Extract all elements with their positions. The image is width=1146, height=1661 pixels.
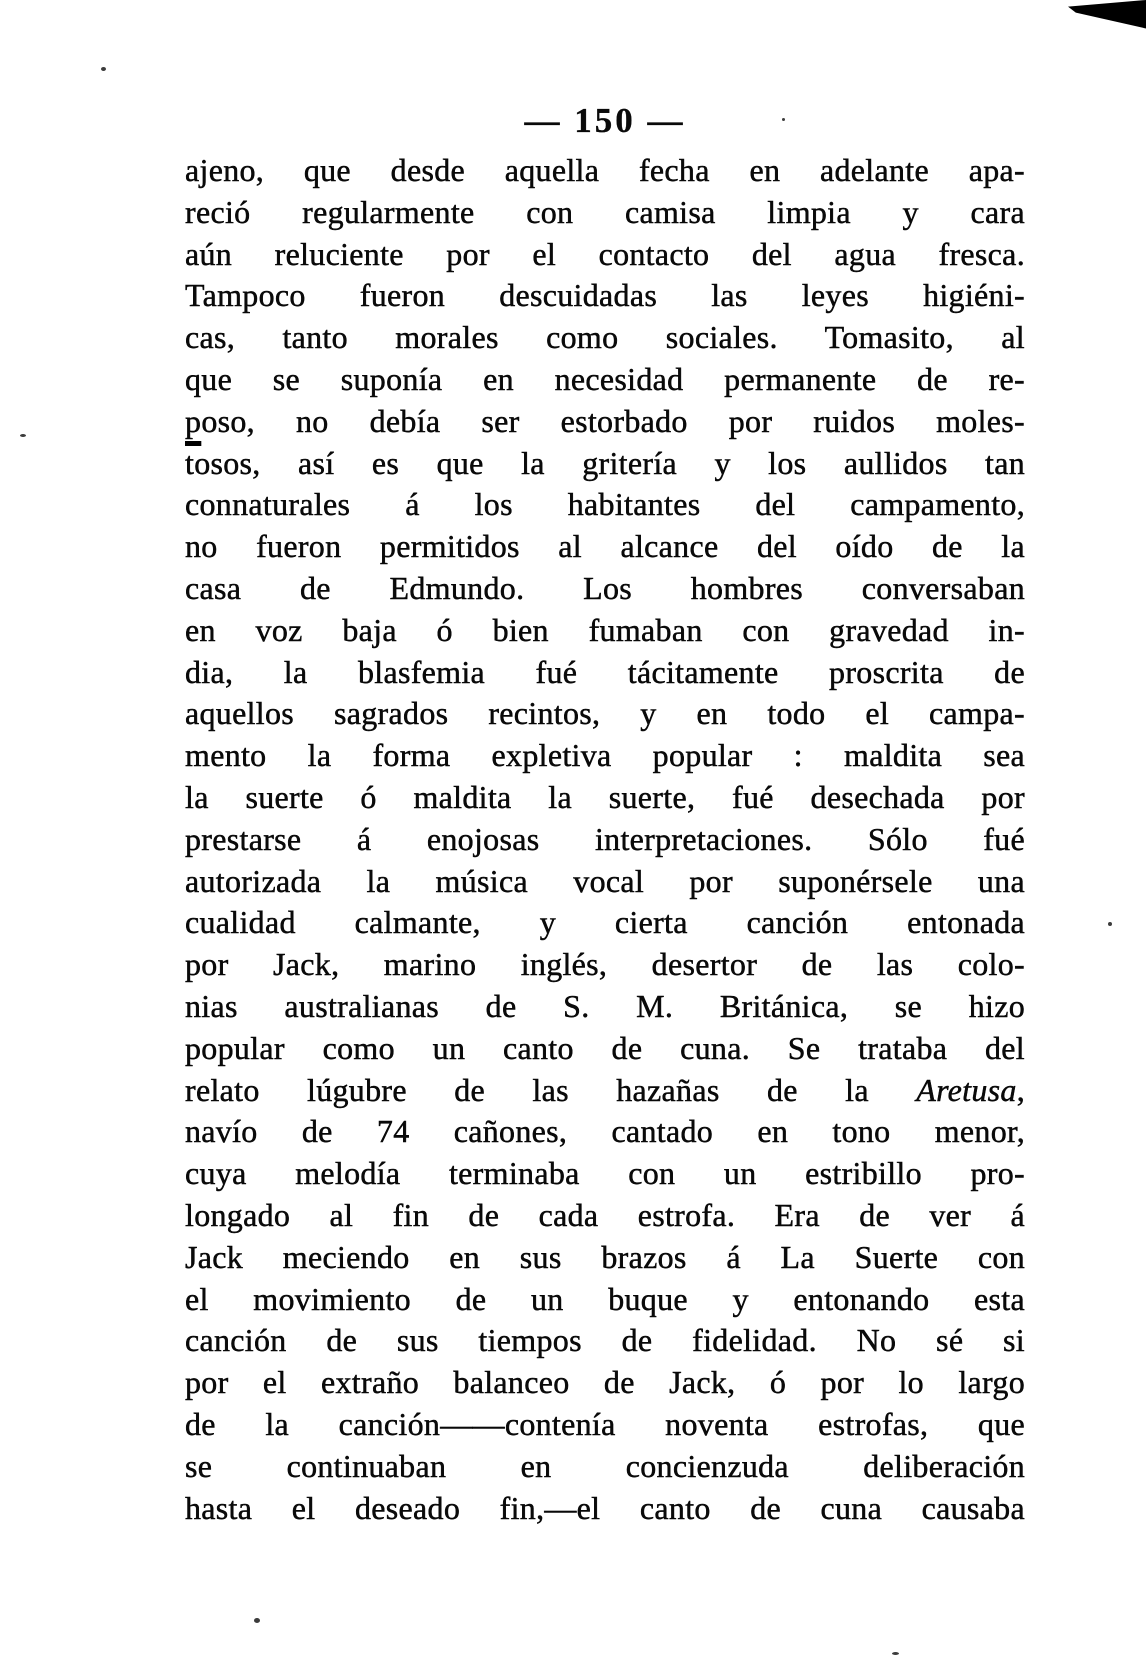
text-segment: la suerte ó maldita la suerte, fué desechada por — [185, 778, 1025, 815]
text-line-27 — [185, 1237, 1025, 1279]
text-segment: hasta el deseado fin,—el canto de cuna causaba — [185, 1489, 1025, 1526]
text-segment: aún reluciente por el contacto del agua fresca. — [185, 235, 1025, 272]
text-segment: prestarse á enojosas interpretaciones. Sólo fué — [185, 820, 1025, 857]
page-text — [185, 150, 1025, 1529]
text-line-33 — [185, 1488, 1025, 1530]
text-line-10 — [185, 526, 1025, 568]
text-line-19 — [185, 902, 1025, 944]
scan-speck — [101, 67, 106, 71]
text-segment: longado al fin de cada estrofa. Era de ver á — [185, 1196, 1025, 1233]
text-segment: el movimiento de un buque y entonando esta — [185, 1280, 1025, 1317]
text-segment: por Jack, marino inglés, desertor de las colo- — [185, 946, 1025, 983]
text-line-18 — [185, 861, 1025, 903]
text-segment: en voz baja ó bien fumaban con gravedad in- — [185, 611, 1025, 648]
text-line-9 — [185, 484, 1025, 526]
text-line-26 — [185, 1195, 1025, 1237]
scan-speck — [892, 1652, 899, 1655]
text-segment: navío de 74 cañones, cantado en tono menor, — [185, 1113, 1025, 1150]
text-segment: dia, la blasfemia fué tácitamente proscrita de — [185, 653, 1025, 690]
text-segment: casa de Edmundo. Los hombres conversaban — [185, 569, 1025, 606]
text-segment: ajeno, que desde aquella fecha en adelante apa- — [185, 152, 1025, 188]
text-segment: cualidad calmante, y cierta canción entonada — [185, 904, 1025, 941]
text-segment: Tampoco fueron descuidadas las leyes higiéni- — [185, 277, 1025, 314]
text-line-8 — [185, 443, 1025, 485]
page-number: — 150 — — [524, 101, 686, 140]
text-line-2 — [185, 192, 1025, 234]
text-line-1 — [185, 150, 1025, 192]
scan-speck — [254, 1618, 260, 1623]
underlined-letter: p — [185, 402, 202, 439]
text-line-14 — [185, 693, 1025, 735]
text-segment: reció regularmente con camisa limpia y cara — [185, 193, 1025, 230]
text-line-17 — [185, 819, 1025, 861]
text-segment: popular como un canto de cuna. Se trataba del — [185, 1029, 1025, 1066]
text-segment: que se suponía en necesidad permanente de re- — [185, 360, 1025, 397]
text-line-4 — [185, 275, 1025, 317]
text-line-30 — [185, 1362, 1025, 1404]
text-segment: no fueron permitidos al alcance del oído de la — [185, 528, 1025, 565]
text-segment: , — [1016, 1071, 1025, 1108]
text-segment: connaturales á los habitantes del campamento, — [185, 486, 1025, 523]
text-segment: canción de sus tiempos de fidelidad. No sé si — [185, 1322, 1025, 1359]
ship-name-italic: Aretusa — [916, 1071, 1017, 1108]
scan-speck — [20, 434, 26, 437]
scan-speck — [782, 118, 785, 121]
text-segment: relato lúgubre de las hazañas de la — [185, 1071, 917, 1108]
text-line-13 — [185, 652, 1025, 694]
text-segment: oso, no debía ser estorbado por ruidos moles- — [201, 402, 1025, 439]
text-line-23 — [185, 1070, 1025, 1112]
text-line-15 — [185, 735, 1025, 777]
text-line-7 — [185, 401, 1025, 443]
text-segment: se continuaban en concienzuda deliberación — [185, 1447, 1025, 1484]
text-segment: cuya melodía terminaba con un estribillo pro- — [185, 1155, 1025, 1192]
text-segment: tosos, así es que la gritería y los aullidos tan — [185, 444, 1025, 481]
corner-scan-artifact — [1068, 0, 1146, 30]
text-segment: aquellos sagrados recintos, y en todo el campa- — [185, 695, 1025, 732]
text-line-6 — [185, 359, 1025, 401]
text-segment: autorizada la música vocal por suponérsele una — [185, 862, 1025, 899]
text-line-28 — [185, 1279, 1025, 1321]
text-segment: por el extraño balanceo de Jack, ó por lo largo — [185, 1364, 1025, 1401]
text-line-22 — [185, 1028, 1025, 1070]
text-segment: mento la forma expletiva popular : maldita sea — [185, 737, 1025, 774]
text-line-31 — [185, 1404, 1025, 1446]
text-line-11 — [185, 568, 1025, 610]
text-line-16 — [185, 777, 1025, 819]
text-segment: Jack meciendo en sus brazos á La Suerte con — [185, 1238, 1025, 1275]
text-segment: cas, tanto morales como sociales. Tomasito, al — [185, 319, 1025, 356]
text-line-3 — [185, 234, 1025, 276]
text-line-25 — [185, 1153, 1025, 1195]
text-segment: de la canción——contenía noventa estrofas, que — [185, 1405, 1025, 1442]
text-line-32 — [185, 1446, 1025, 1488]
scan-speck — [1108, 922, 1112, 926]
text-line-21 — [185, 986, 1025, 1028]
text-line-20 — [185, 944, 1025, 986]
text-segment: nias australianas de S. M. Británica, se hizo — [185, 987, 1025, 1024]
text-line-5 — [185, 317, 1025, 359]
text-line-24 — [185, 1111, 1025, 1153]
text-line-12 — [185, 610, 1025, 652]
text-line-29 — [185, 1320, 1025, 1362]
